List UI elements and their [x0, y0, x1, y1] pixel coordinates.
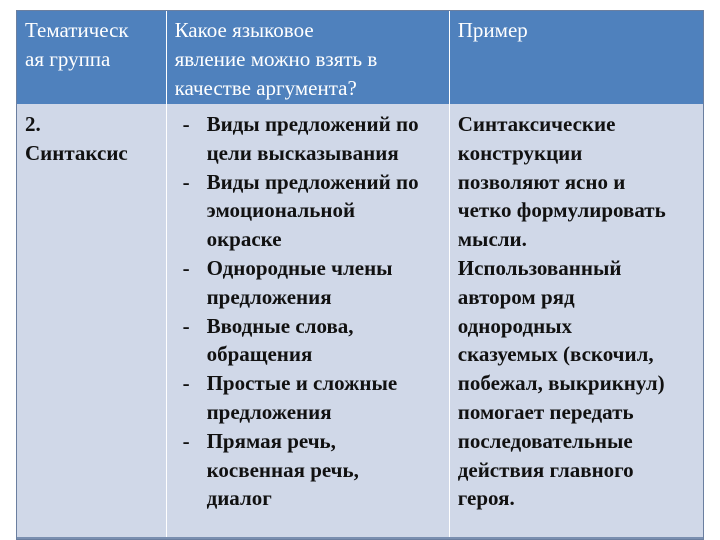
- phenomenon-item-continuation: цели высказывания: [206, 140, 399, 165]
- example-line: Использованный: [457, 255, 622, 280]
- phenomenon-item-continuation: эмоциональной: [206, 198, 356, 223]
- example-line: позволяют ясно и: [457, 169, 626, 194]
- header-line: Какое языковое: [174, 18, 314, 42]
- cell-group: [17, 104, 167, 539]
- example-line: автором ряд: [457, 284, 575, 309]
- cell-phenomena: [167, 104, 450, 539]
- phenomenon-text: Простые и сложные: [206, 371, 398, 396]
- header-phenomenon: [167, 11, 450, 104]
- group-name: Синтаксис: [25, 140, 128, 165]
- bullet-dash: -: [182, 313, 190, 338]
- phenomenon-item: [175, 427, 443, 456]
- phenomenon-item: [175, 168, 443, 197]
- example-line: действия главного: [457, 457, 634, 482]
- phenomenon-item: [175, 312, 443, 341]
- phenomenon-item-continuation: диалог: [206, 486, 272, 511]
- header-example: [450, 11, 703, 104]
- cell-example: [450, 104, 703, 539]
- phenomenon-text: Прямая речь,: [206, 428, 336, 453]
- bullet-dash: -: [182, 428, 190, 453]
- header-line: качестве аргумента?: [174, 75, 357, 100]
- phenomenon-item: [175, 110, 443, 139]
- group-number: 2.: [25, 112, 41, 136]
- phenomenon-text: Вводные слова,: [206, 313, 354, 338]
- bullet-dash: -: [182, 169, 190, 194]
- example-line: сказуемых (вскочил,: [457, 342, 654, 367]
- phenomenon-item-continuation: обращения: [206, 342, 313, 367]
- header-line: Тематическ: [25, 18, 129, 42]
- example-line: героя.: [457, 486, 515, 511]
- phenomenon-item: [175, 254, 443, 283]
- header-line: ая группа: [25, 46, 111, 71]
- bullet-dash: -: [182, 371, 190, 396]
- example-line: помогает передать: [457, 399, 634, 424]
- example-line: последовательные: [457, 428, 633, 453]
- example-line: Синтаксические: [457, 112, 616, 136]
- phenomenon-item-continuation: предложения: [206, 284, 332, 309]
- phenomenon-item-continuation: окраске: [206, 227, 282, 252]
- phenomenon-item-continuation: предложения: [206, 399, 332, 424]
- table-row: [17, 104, 703, 539]
- table-header-row: [17, 11, 703, 104]
- phenomenon-text: Однородные члены: [206, 255, 393, 280]
- example-line: однородных: [457, 313, 573, 338]
- header-thematic-group: [17, 11, 167, 104]
- bullet-dash: -: [182, 112, 190, 136]
- header-line: Пример: [457, 18, 528, 42]
- example-line: конструкции: [457, 140, 583, 165]
- phenomenon-item-continuation: косвенная речь,: [206, 457, 359, 482]
- example-line: четко формулировать: [457, 198, 666, 223]
- bullet-dash: -: [182, 255, 190, 280]
- phenomenon-text: Виды предложений по: [206, 169, 419, 194]
- header-line: явление можно взять в: [174, 46, 378, 71]
- example-line: мысли.: [457, 227, 527, 252]
- phenomenon-item: [175, 369, 443, 398]
- argument-table: [16, 10, 704, 540]
- example-line: побежал, выкрикнул): [457, 371, 665, 396]
- phenomenon-text: Виды предложений по: [206, 112, 419, 136]
- table-bottom-border: [17, 537, 703, 539]
